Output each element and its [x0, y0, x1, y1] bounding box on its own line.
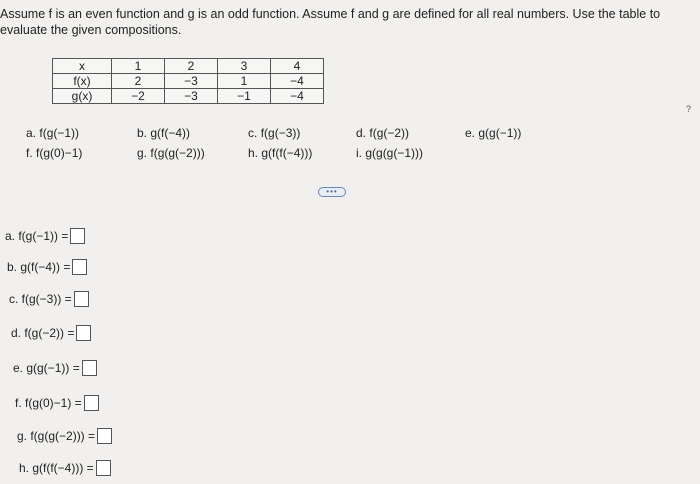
answer-input-g[interactable]: [97, 428, 112, 444]
table-cell: −2: [112, 89, 165, 104]
answer-input-c[interactable]: [74, 291, 89, 307]
part-expression: f(g(−2)): [369, 126, 410, 140]
part-expression: g(g(g(−1))): [365, 146, 424, 160]
answer-label: f. f(g(0)−1) =: [15, 396, 82, 410]
answer-row-e: [13, 360, 97, 376]
part-letter: a.: [26, 126, 37, 140]
answer-row-g: [17, 428, 112, 444]
table-cell: 2: [112, 74, 165, 89]
table-cell: −4: [271, 74, 324, 89]
table-cell: g(x): [53, 89, 112, 104]
table-cell: f(x): [53, 74, 112, 89]
stray-mark: ?: [686, 104, 692, 114]
part-a: [26, 126, 79, 140]
part-letter: f.: [26, 146, 33, 160]
answer-input-a[interactable]: [70, 228, 85, 244]
answer-label: g. f(g(g(−2))) =: [17, 429, 96, 443]
prompt-line-2: evaluate the given compositions.: [0, 23, 182, 37]
table-row: [53, 89, 324, 104]
answer-row-b: [7, 259, 87, 275]
part-expression: f(g(−1)): [39, 126, 80, 140]
table-cell: x: [53, 59, 112, 74]
part-g: [137, 146, 205, 160]
answer-input-h[interactable]: [96, 460, 111, 476]
part-expression: f(g(−3)): [260, 126, 301, 140]
answer-label: b. g(f(−4)) =: [7, 260, 71, 274]
part-i: [356, 146, 423, 160]
prompt-line-1: Assume f is an even function and g is an odd function. Assume f and g are defined for all real numbers. Use the table to: [0, 7, 661, 21]
part-e: [465, 126, 521, 140]
part-c: [248, 126, 300, 140]
part-letter: g.: [137, 146, 148, 160]
answer-label: c. f(g(−3)) =: [9, 292, 72, 306]
answer-input-d[interactable]: [76, 325, 91, 341]
part-expression: f(g(g(−2))): [150, 146, 205, 160]
answer-row-c: [9, 291, 89, 307]
part-expression: f(g(0)−1): [36, 146, 83, 160]
part-letter: b.: [137, 126, 148, 140]
answer-label: e. g(g(−1)) =: [13, 361, 80, 375]
answer-label: a. f(g(−1)) =: [5, 229, 69, 243]
problem-prompt: [0, 6, 700, 38]
part-letter: c.: [248, 126, 258, 140]
table-cell: 4: [271, 59, 324, 74]
answer-input-b[interactable]: [72, 259, 87, 275]
part-expression: g(g(−1)): [478, 126, 522, 140]
part-letter: i.: [356, 146, 362, 160]
table-cell: 2: [165, 59, 218, 74]
answer-input-e[interactable]: [82, 360, 97, 376]
part-expression: g(f(f(−4))): [261, 146, 313, 160]
table-cell: −1: [218, 89, 271, 104]
answer-label: h. g(f(f(−4))) =: [19, 461, 94, 475]
part-d: [356, 126, 409, 140]
part-letter: h.: [248, 146, 259, 160]
answer-row-h: [19, 460, 111, 476]
table-cell: −4: [271, 89, 324, 104]
part-h: [248, 146, 312, 160]
answer-row-d: [11, 325, 91, 341]
more-options-button[interactable]: •••: [318, 187, 346, 197]
table-cell: 3: [218, 59, 271, 74]
part-letter: d.: [356, 126, 367, 140]
answer-label: d. f(g(−2)) =: [11, 326, 75, 340]
answer-row-a: [5, 228, 85, 244]
answer-row-f: [15, 395, 99, 411]
table-cell: −3: [165, 89, 218, 104]
table-row: [53, 74, 324, 89]
part-b: [137, 126, 190, 140]
table-cell: 1: [112, 59, 165, 74]
table-cell: −3: [165, 74, 218, 89]
table-cell: 1: [218, 74, 271, 89]
function-values-table: [52, 58, 324, 104]
part-expression: g(f(−4)): [150, 126, 191, 140]
part-f: [26, 146, 82, 160]
table-header-row: [53, 59, 324, 74]
part-letter: e.: [465, 126, 476, 140]
answer-input-f[interactable]: [84, 395, 99, 411]
